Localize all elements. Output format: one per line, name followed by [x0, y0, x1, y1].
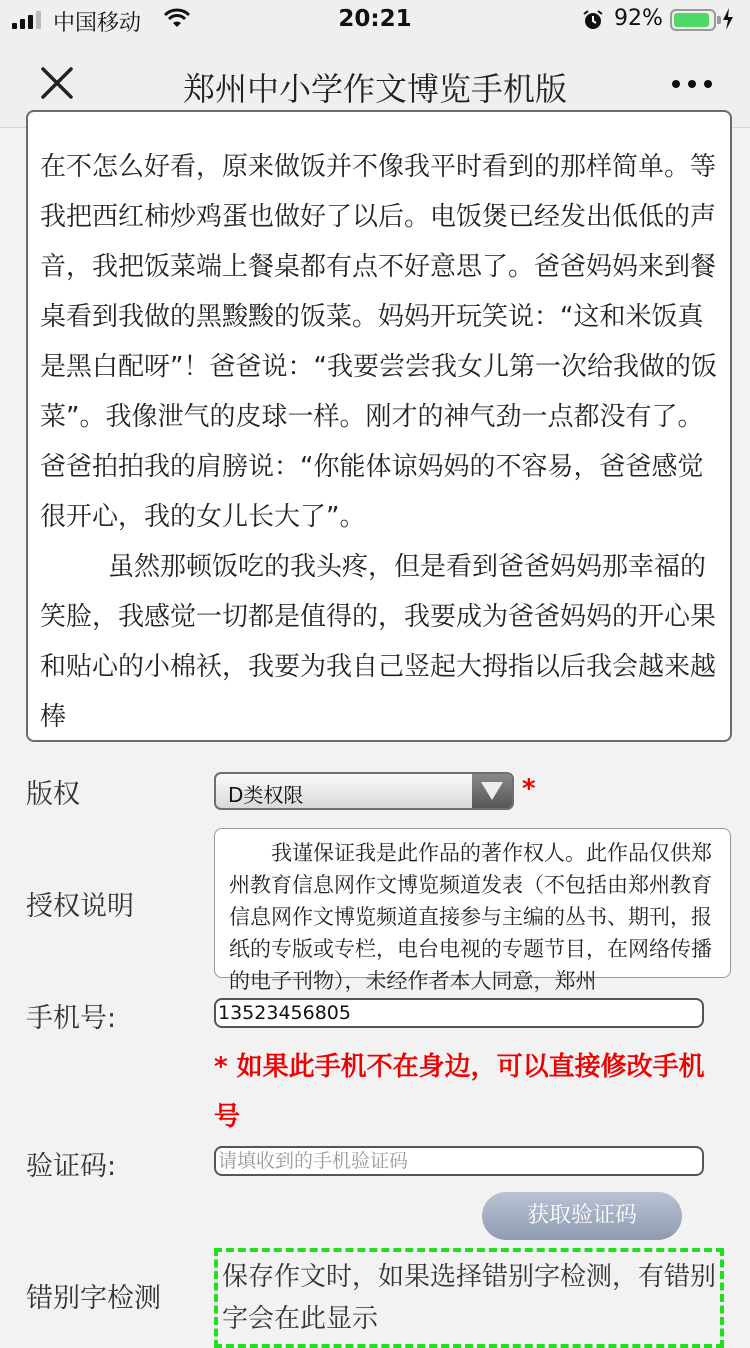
required-mark: * — [522, 774, 536, 804]
alarm-icon — [582, 9, 604, 31]
carrier-name: 中国移动 — [53, 11, 142, 36]
copyright-select-value: D类权限 — [228, 783, 304, 807]
typo-check-text: 保存作文时，如果选择错别字检测，有错别字会在此显示 — [222, 1262, 717, 1334]
battery-percent: 92% — [614, 6, 663, 31]
battery-icon — [670, 9, 716, 31]
chevron-down-icon — [481, 782, 503, 800]
get-code-button[interactable]: 获取验证码 — [482, 1192, 682, 1240]
essay-paragraph-1: 在不怎么好看，原来做饭并不像我平时看到的那样简单。等我把西红柿炒鸡蛋也做好了以后。电饭煲已经发出低低的声音，我把饭菜端上餐桌都有点不好意思了。爸爸妈妈来到餐桌看到我做的黑黢黢的饭菜。妈妈开玩笑说：“这和米饭真是黑白配呀”！爸爸说：“我要尝尝我女儿第一次给我做的饭菜”。我像泄气的皮球一样。刚才的神气劲一点都没有了。爸爸拍拍我的肩膀说：“你能体谅妈妈的不容易，爸爸感觉很开心，我的女儿长大了”。 — [40, 152, 717, 532]
essay-text — [40, 142, 724, 742]
clock-time: 20:21 — [338, 6, 412, 32]
auth-text: 我谨保证我是此作品的著作权人。此作品仅供郑州教育信息网作文博览频道发表（不包括由郑州教育信息网作文博览频道直接参与主编的丛书、期刊，报纸的专版或专栏，电台电视的专题节目，在网络传播的电子刊物），未经作者本人同意，郑州 — [229, 841, 712, 993]
status-bar — [0, 0, 750, 40]
auth-text-box[interactable] — [214, 828, 731, 993]
copyright-select[interactable] — [214, 772, 514, 810]
typo-check-label: 错别字检测 — [26, 1283, 161, 1314]
phone-input[interactable] — [214, 998, 704, 1028]
more-icon[interactable] — [672, 80, 712, 88]
code-label: 验证码: — [26, 1151, 117, 1182]
dropdown-button[interactable] — [472, 774, 512, 808]
page-title: 郑州中小学作文博览手机版 — [182, 70, 567, 108]
charging-bolt-icon — [722, 8, 734, 30]
essay-content-box[interactable] — [26, 110, 732, 742]
phone-label: 手机号: — [26, 1003, 117, 1034]
essay-paragraph-2: 虽然那顿饭吃的我头疼，但是看到爸爸妈妈那幸福的笑脸，我感觉一切都是值得的，我要成为爸爸妈妈的开心果和贴心的小棉袄，我要为我自己竖起大拇指以后我会越来越棒 — [40, 552, 717, 732]
auth-label: 授权说明 — [26, 891, 134, 922]
phone-warning: * 如果此手机不在身边，可以直接修改手机号 — [214, 1052, 705, 1132]
copyright-label: 版权 — [26, 779, 80, 810]
typo-check-box — [214, 1248, 724, 1348]
battery-fill — [674, 13, 709, 27]
code-input[interactable] — [214, 1146, 704, 1176]
